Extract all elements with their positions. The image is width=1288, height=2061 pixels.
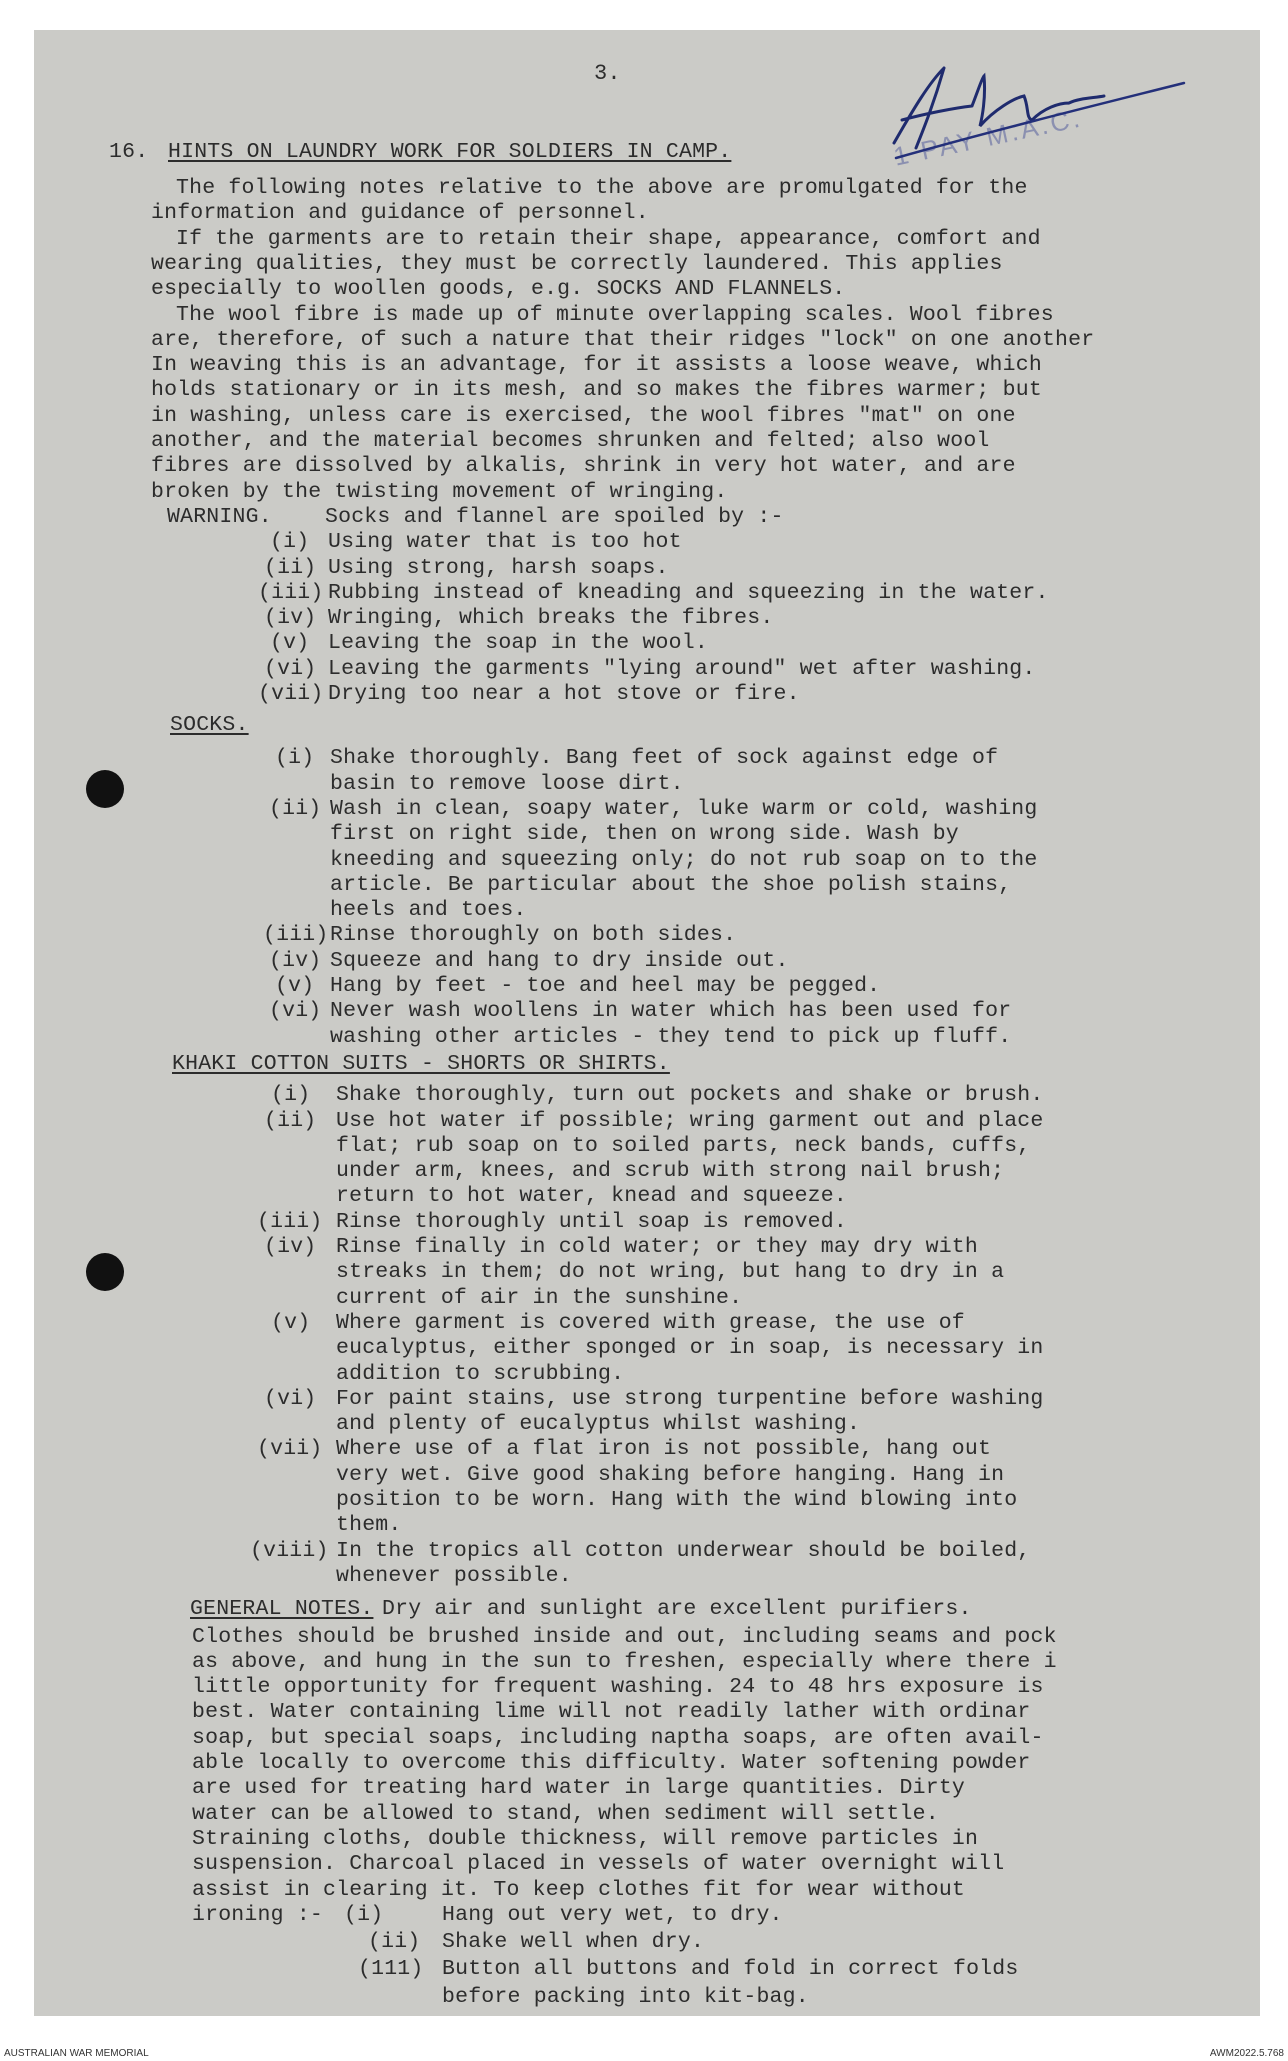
intro-line: fibres are dissolved by alkalis, shrink in very hot water, and are [151, 454, 1016, 479]
item-number: 16. [109, 140, 149, 164]
document-page [34, 30, 1260, 2016]
intro-line: The wool fibre is made up of minute overlapping scales. Wool fibres [176, 302, 1054, 327]
list-item: return to hot water, knead and squeeze. [336, 1184, 847, 1209]
archive-credit: AUSTRALIAN WAR MEMORIAL [4, 2048, 149, 2059]
list-item: Using water that is too hot [328, 530, 682, 555]
general-line: Clothes should be brushed inside and out, including seams and pock [192, 1624, 1057, 1649]
list-item: kneeding and squeezing only; do not rub soap on to the [330, 847, 1038, 872]
khaki-heading: KHAKI COTTON SUITS - SHORTS OR SHIRTS. [172, 1051, 670, 1076]
office-stamp: 1 PAY M.A.C. [890, 102, 1085, 172]
general-line: able locally to overcome this difficulty. Water softening powder [192, 1751, 1031, 1775]
list-number: (ii) [264, 555, 317, 580]
list-number: (v) [275, 974, 315, 998]
list-item: Using strong, harsh soaps. [328, 555, 669, 580]
intro-line: especially to woollen goods, e.g. SOCKS AND FLANNELS. [151, 277, 846, 302]
general-line: soap, but special soaps, including naptha soaps, are often avail- [192, 1725, 1044, 1750]
list-item: Rinse thoroughly until soap is removed. [336, 1209, 847, 1234]
general-line: are used for treating hard water in large quantities. Dirty [192, 1776, 966, 1801]
list-item: them. [336, 1513, 402, 1538]
list-item: washing other articles - they tend to pick up fluff. [330, 1024, 1012, 1049]
list-item: Use hot water if possible; wring garment out and place [336, 1108, 1044, 1133]
list-item: Wash in clean, soapy water, luke warm or cold, washing [330, 796, 1038, 821]
list-number: (iv) [269, 948, 322, 973]
list-item: article. Be particular about the shoe polish stains, [330, 872, 1012, 897]
list-number: (ii) [368, 1930, 421, 1955]
archive-reference: AWM2022.5.768 [1209, 2048, 1284, 2059]
punch-hole [86, 1253, 124, 1291]
warning-text: Socks and flannel are spoiled by :- [325, 504, 784, 529]
list-item: flat; rub soap on to soiled parts, neck bands, cuffs, [336, 1133, 1031, 1158]
general-first-line: Dry air and sunlight are excellent purifiers. [382, 1597, 972, 1622]
list-item: In the tropics all cotton underwear should be boiled, [336, 1538, 1031, 1563]
intro-line: are, therefore, of such a nature that their ridges "lock" on one another [151, 327, 1095, 352]
list-number: (v) [270, 631, 310, 656]
list-number: (viii) [250, 1538, 329, 1563]
list-number: (iv) [264, 1235, 317, 1259]
list-item: Leaving the garments "lying around" wet after washing. [328, 656, 1036, 681]
handwritten-signature [854, 48, 1214, 178]
general-heading: GENERAL NOTES. [190, 1597, 374, 1622]
general-line: suspension. Charcoal placed in vessels of water overnight will [192, 1852, 1005, 1877]
list-number: (v) [271, 1310, 311, 1335]
list-number: (i) [271, 1083, 311, 1108]
general-line: assist in clearing it. To keep clothes fit for wear without [192, 1877, 966, 1902]
list-item: Rinse thoroughly on both sides. [330, 923, 737, 948]
intro-line: holds stationary or in its mesh, and so makes the fibres warmer; but [151, 378, 1042, 403]
list-item: Leaving the soap in the wool. [328, 631, 708, 656]
intro-line: another, and the material becomes shrunken and felted; also wool [151, 429, 990, 453]
general-line: best. Water containing lime will not readily lather with ordinar [192, 1700, 1031, 1725]
general-line: as above, and hung in the sun to freshen, especially where there i [192, 1649, 1057, 1674]
punch-hole [86, 770, 124, 808]
general-line: little opportunity for frequent washing. 24 to 48 hrs exposure is [192, 1675, 1044, 1700]
list-item: Rubbing instead of kneading and squeezing in the water. [328, 580, 1049, 605]
list-number: (vi) [269, 999, 322, 1024]
socks-heading: SOCKS. [170, 713, 249, 738]
list-item: Squeeze and hang to dry inside out. [330, 948, 789, 973]
list-item: streaks in them; do not wring, but hang to dry in a [336, 1260, 1005, 1285]
list-item: Where use of a flat iron is not possible, hang out [336, 1437, 992, 1462]
list-item: Shake well when dry. [442, 1930, 705, 1955]
list-item: current of air in the sunshine. [336, 1285, 743, 1310]
list-item: eucalyptus, either sponged or in soap, is necessary in [336, 1336, 1044, 1361]
list-item: first on right side, then on wrong side. Wash by [330, 822, 959, 847]
list-number: (iii) [263, 923, 329, 948]
intro-line: in washing, unless care is exercised, the wool fibres "mat" on one [151, 403, 1016, 428]
list-item: heels and toes. [330, 898, 527, 923]
list-number: (vii) [257, 1437, 323, 1462]
list-number: (vi) [264, 1386, 317, 1411]
list-number: (i) [344, 1902, 384, 1927]
list-item: whenever possible. [336, 1563, 572, 1588]
section-heading: HINTS ON LAUNDRY WORK FOR SOLDIERS IN CAMP. [168, 140, 732, 164]
list-number: (iii) [257, 1209, 323, 1234]
ironing-label: ironing :- [192, 1902, 324, 1927]
intro-line: The following notes relative to the above are promulgated for the [176, 176, 1028, 200]
page-number: 3. [594, 61, 621, 86]
list-number: (ii) [264, 1108, 317, 1133]
list-item: Button all buttons and fold in correct folds [442, 1957, 1019, 1982]
warning-label: WARNING. [167, 504, 272, 529]
list-item: Shake thoroughly, turn out pockets and shake or brush. [336, 1083, 1044, 1108]
general-line: Straining cloths, double thickness, will remove particles in [192, 1826, 979, 1851]
list-item: under arm, knees, and scrub with strong nail brush; [336, 1159, 1005, 1184]
list-number: (iv) [264, 606, 317, 631]
list-item: Drying too near a hot stove or fire. [328, 682, 800, 706]
intro-line: In weaving this is an advantage, for it assists a loose weave, which [151, 353, 1042, 378]
list-item: Never wash woollens in water which has been used for [330, 999, 1012, 1024]
list-number: (i) [270, 530, 310, 555]
list-item: addition to scrubbing. [336, 1361, 625, 1386]
list-number: (i) [275, 746, 315, 771]
intro-line: If the garments are to retain their shape, appearance, comfort and [176, 226, 1041, 251]
list-item: very wet. Give good shaking before hanging. Hang in [336, 1462, 1005, 1487]
list-item: before packing into kit-bag. [442, 1984, 809, 2009]
list-number: (vii) [258, 682, 324, 706]
list-item: Hang out very wet, to dry. [442, 1902, 783, 1927]
list-item: and plenty of eucalyptus whilst washing. [336, 1412, 861, 1437]
intro-line: broken by the twisting movement of wringing. [151, 479, 728, 504]
list-item: Shake thoroughly. Bang feet of sock against edge of [330, 746, 999, 771]
list-item: position to be worn. Hang with the wind blowing into [336, 1488, 1018, 1512]
list-item: basin to remove loose dirt. [330, 771, 684, 796]
list-item: For paint stains, use strong turpentine before washing [336, 1386, 1044, 1411]
intro-line: information and guidance of personnel. [151, 201, 649, 226]
list-number: (111) [358, 1957, 424, 1982]
list-number: (ii) [269, 796, 322, 821]
list-item: Hang by feet - toe and heel may be pegged. [330, 974, 881, 998]
list-number: (iii) [258, 580, 324, 605]
list-item: Rinse finally in cold water; or they may dry with [336, 1235, 979, 1259]
general-line: water can be allowed to stand, when sediment will settle. [192, 1801, 939, 1826]
list-number: (vi) [264, 656, 317, 681]
list-item: Wringing, which breaks the fibres. [328, 606, 774, 631]
intro-line: wearing qualities, they must be correctly laundered. This applies [151, 251, 1003, 276]
list-item: Where garment is covered with grease, the use of [336, 1310, 965, 1335]
